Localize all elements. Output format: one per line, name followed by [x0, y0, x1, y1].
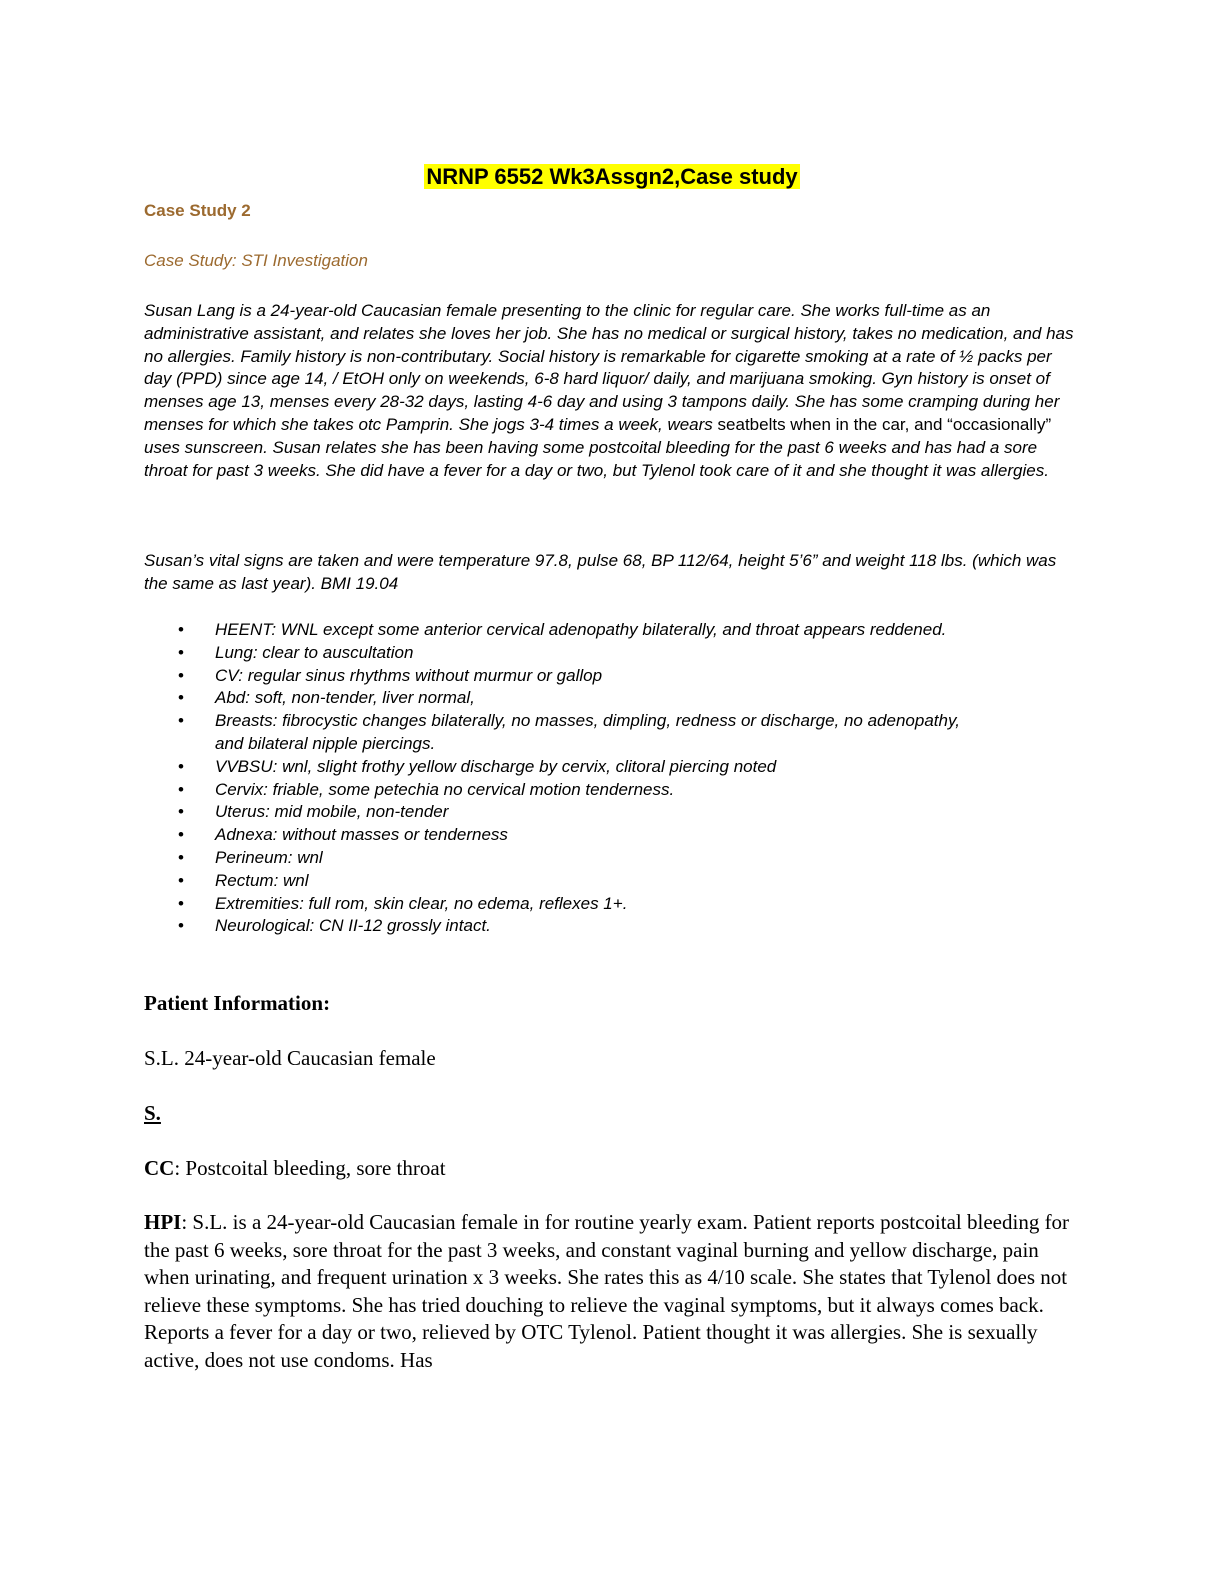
chief-complaint-text: : Postcoital bleeding, sore throat: [174, 1156, 446, 1180]
list-item: [144, 779, 964, 802]
exam-finding-text: Abd: soft, non-tender, liver normal,: [215, 688, 475, 708]
bullet-icon: •: [178, 711, 184, 731]
exam-finding-text: Cervix: friable, some petechia no cervical motion tenderness.: [215, 779, 675, 799]
list-item: [144, 915, 964, 938]
exam-finding-text: Lung: clear to auscultation: [215, 642, 414, 662]
narrative-part-3: uses sunscreen. Susan relates she has been having some postcoital bleeding for the past 6 weeks and has had a sore throat for past 3 weeks. She did have a fever for a day or two, but Tylenol took care of it and she thought it was allergies.: [144, 437, 1049, 480]
exam-finding-text: Perineum: wnl: [215, 847, 323, 867]
bullet-icon: •: [178, 620, 184, 639]
exam-finding-text: Extremities: full rom, skin clear, no edema, reflexes 1+.: [215, 893, 628, 913]
chief-complaint-label: CC: [144, 1156, 175, 1180]
hpi-label: HPI: [144, 1210, 182, 1234]
bullet-icon: •: [178, 825, 184, 845]
bullet-icon: •: [178, 779, 184, 799]
vital-signs-paragraph: Susan’s vital signs are taken and were temperature 97.8, pulse 68, BP 112/64, height 5’6” and weight 118 lbs. (which was the same as last year). BMI 19.04: [144, 551, 1057, 593]
exam-finding-text: Neurological: CN II-12 grossly intact.: [215, 916, 491, 936]
bullet-icon: •: [178, 665, 184, 685]
bullet-icon: •: [178, 916, 184, 936]
bullet-icon: •: [178, 756, 184, 776]
list-item: [144, 847, 964, 870]
narrative-part-2: seatbelts when in the car, and “occasionally”: [717, 414, 1052, 434]
narrative-part-1: Susan Lang is a 24-year-old Caucasian female presenting to the clinic for regular care. She works full-time as an administrative assistant, and relates she loves her job. She has no medical or surgical history, takes no medication, and has no allergies. Family history is non-contributary. Social history is remarkable for cigarette smoking at a rate of ½ packs per day (PPD) since age 14, / EtOH only on weekends, 6-8 hard liquor/ daily, and marijuana smoking. Gyn history is onset of menses age 13, menses every 28-32 days, lasting 4-6 day and using 3 tampons daily. She has some cramping during her menses for which she takes otc Pamprin. She jogs 3-4 times a week, wears: [144, 301, 1074, 434]
bullet-icon: •: [178, 893, 184, 913]
list-item: [144, 687, 964, 710]
exam-finding-text: Adnexa: without masses or tenderness: [215, 825, 508, 845]
document-title: NRNP 6552 Wk3Assgn2,Case study: [426, 164, 798, 189]
list-item: [144, 824, 964, 847]
case-study-label: Case Study 2: [144, 201, 251, 220]
patient-information-heading: Patient Information:: [144, 991, 331, 1015]
bullet-icon: •: [178, 802, 184, 822]
bullet-icon: •: [178, 642, 184, 662]
history-of-present-illness: [144, 1209, 1079, 1374]
list-item: [144, 801, 964, 824]
list-item: [144, 642, 964, 665]
subjective-heading: S.: [144, 1101, 161, 1125]
exam-finding-text: Uterus: mid mobile, non-tender: [215, 802, 449, 822]
bullet-icon: •: [178, 688, 184, 708]
list-item: [144, 893, 964, 916]
bullet-icon: •: [178, 870, 184, 890]
chief-complaint: [144, 1154, 446, 1182]
case-study-subtitle: Case Study: STI Investigation: [144, 251, 368, 270]
list-item: [144, 870, 964, 893]
patient-information-text: S.L. 24-year-old Caucasian female: [144, 1046, 436, 1070]
exam-finding-text: HEENT: WNL except some anterior cervical adenopathy bilaterally, and throat appears reddened.: [215, 620, 947, 639]
title-block: [0, 162, 1224, 192]
list-item: [144, 665, 964, 688]
bullet-icon: •: [178, 847, 184, 867]
exam-finding-text: Rectum: wnl: [215, 870, 309, 890]
hpi-text: : S.L. is a 24-year-old Caucasian female in for routine yearly exam. Patient reports postcoital bleeding for the past 6 weeks, sore throat for the past 3 weeks, and constant vaginal burning and yellow discharge, pain when urinating, and frequent urination x 3 weeks. She rates this as 4/10 scale. She states that Tylenol does not relieve these symptoms. She has tried douching to relieve the vaginal symptoms, but it always comes back. Reports a fever for a day or two, relieved by OTC Tylenol. Patient thought it was allergies. She is sexually active, does not use condoms. Has: [144, 1210, 1070, 1372]
exam-finding-text: VVBSU: wnl, slight frothy yellow discharge by cervix, clitoral piercing noted: [215, 756, 777, 776]
list-item: [144, 710, 964, 756]
case-narrative: [144, 300, 1074, 482]
list-item: [144, 756, 964, 779]
exam-finding-text: CV: regular sinus rhythms without murmur or gallop: [215, 665, 603, 685]
exam-findings-list: [144, 619, 964, 938]
exam-finding-text: Breasts: fibrocystic changes bilaterally, no masses, dimpling, redness or discharge, no adenopathy, and bilateral nipple piercings.: [215, 711, 960, 753]
list-item: [144, 619, 964, 642]
